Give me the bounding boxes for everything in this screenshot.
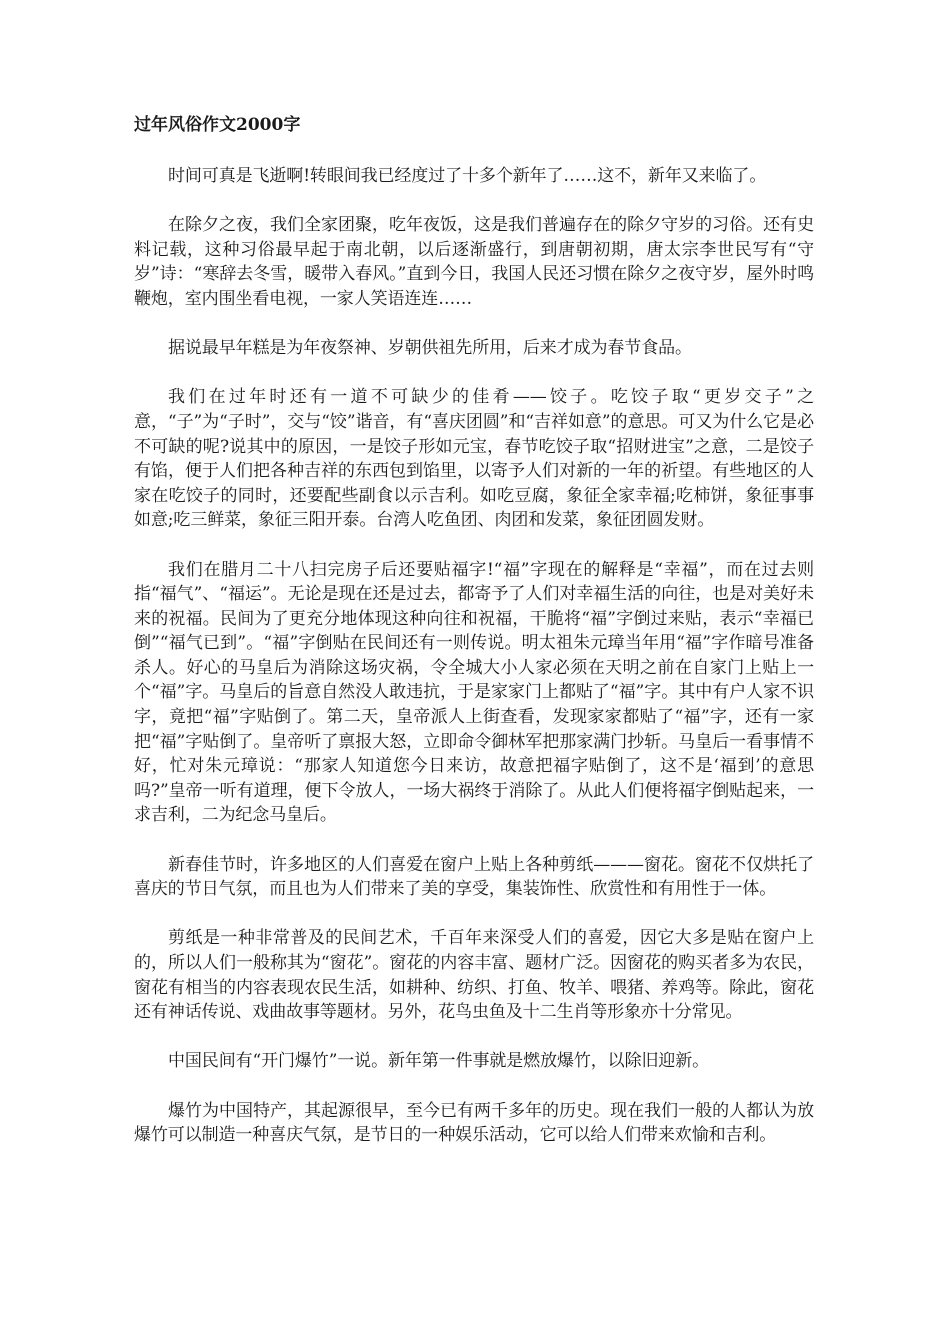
paragraph-nian-gao: 据说最早年糕是为年夜祭神、岁朝供祖先所用，后来才成为春节食品。 [168,338,692,359]
paragraph-firecrackers-history: 爆竹为中国特产，其起源很早，至今已有两千多年的历史。现在我们一般的人都认为放爆竹可以制造一种喜庆气氛，是节日的一种娱乐活动，它可以给人们带来欢愉和吉利。 [134,1100,814,1146]
paragraph-opening-firecrackers: 中国民间有“开门爆竹”一说。新年第一件事就是燃放爆竹，以除旧迎新。 [168,1051,710,1072]
paragraph-new-year-eve: 在除夕之夜，我们全家团聚，吃年夜饭，这是我们普遍存在的除夕守岁的习俗。还有史料记载，这种习俗最早起于南北朝，以后逐渐盛行，到唐朝初期，唐太宗李世民写有“守岁”诗：“寒辞去冬雪，暖带入春风。”直到今日，我国人民还习惯在除夕之夜守岁，屋外时鸣鞭炮，室内围坐看电视，一家人笑语连连…… [134,215,814,309]
paragraph-window-flowers: 新春佳节时，许多地区的人们喜爱在窗户上贴上各种剪纸———窗花。窗花不仅烘托了喜庆的节日气氛，而且也为人们带来了美的享受，集装饰性、欣赏性和有用性于一体。 [134,854,814,900]
paragraph-dumplings: 我们在过年时还有一道不可缺少的佳肴——饺子。吃饺子取“更岁交子”之意，“子”为“子时”，交与“饺”谐音，有“喜庆团圆”和“吉祥如意”的意思。可又为什么它是必不可缺的呢?说其中的原因，一是饺子形如元宝，春节吃饺子取“招财进宝”之意，二是饺子有馅，便于人们把各种吉祥的东西包到馅里，以寄予人们对新的一年的祈望。有些地区的人家在吃饺子的同时，还要配些副食以示吉利。如吃豆腐，象征全家幸福;吃柿饼，象征事事如意;吃三鲜菜，象征三阳开泰。台湾人吃鱼团、肉团和发菜，象征团圆发财。 [134,387,814,531]
paragraph-fu-character: 我们在腊月二十八扫完房子后还要贴福字!“福”字现在的解释是“幸福”，而在过去则指“福气”、“福运”。无论是现在还是过去，都寄予了人们对幸福生活的向往，也是对美好未来的祝福。民间为了更充分地体现这种向往和祝福，干脆将“福”字倒过来贴，表示“幸福已倒”“福气已到”。“福”字倒贴在民间还有一则传说。明太祖朱元璋当年用“福”字作暗号准备杀人。好心的马皇后为消除这场灾祸，令全城大小人家必须在天明之前在自家门上贴上一个“福”字。马皇后的旨意自然没人敢违抗，于是家家门上都贴了“福”字。其中有户人家不识字，竟把“福”字贴倒了。第二天，皇帝派人上街查看，发现家家都贴了“福”字，还有一家把“福”字贴倒了。皇帝听了禀报大怒，立即命令御林军把那家满门抄斩。马皇后一看事情不好，忙对朱元璋说：“那家人知道您今日来访，故意把福字贴倒了，这不是‘福到’的意思吗?”皇帝一听有道理，便下令放人，一场大祸终于消除了。从此人们便将福字倒贴起来，一求吉利，二为纪念马皇后。 [134,559,814,826]
document-body [134,164,814,1148]
document-title: 过年风俗作文2000字 [134,115,301,135]
document-page [134,112,814,1172]
paragraph-intro: 时间可真是飞逝啊!转眼间我已经度过了十多个新年了……这不，新年又来临了。 [168,166,767,186]
paragraph-paper-cutting: 剪纸是一种非常普及的民间艺术，千百年来深受人们的喜爱，因它大多是贴在窗户上的，所以人们一般称其为“窗花”。窗花的内容丰富、题材广泛。因窗花的购买者多为农民，窗花有相当的内容表现农民生活，如耕种、纺织、打鱼、牧羊、喂猪、养鸡等。除此，窗花还有神话传说、戏曲故事等题材。另外，花鸟虫鱼及十二生肖等形象亦十分常见。 [134,928,814,1023]
